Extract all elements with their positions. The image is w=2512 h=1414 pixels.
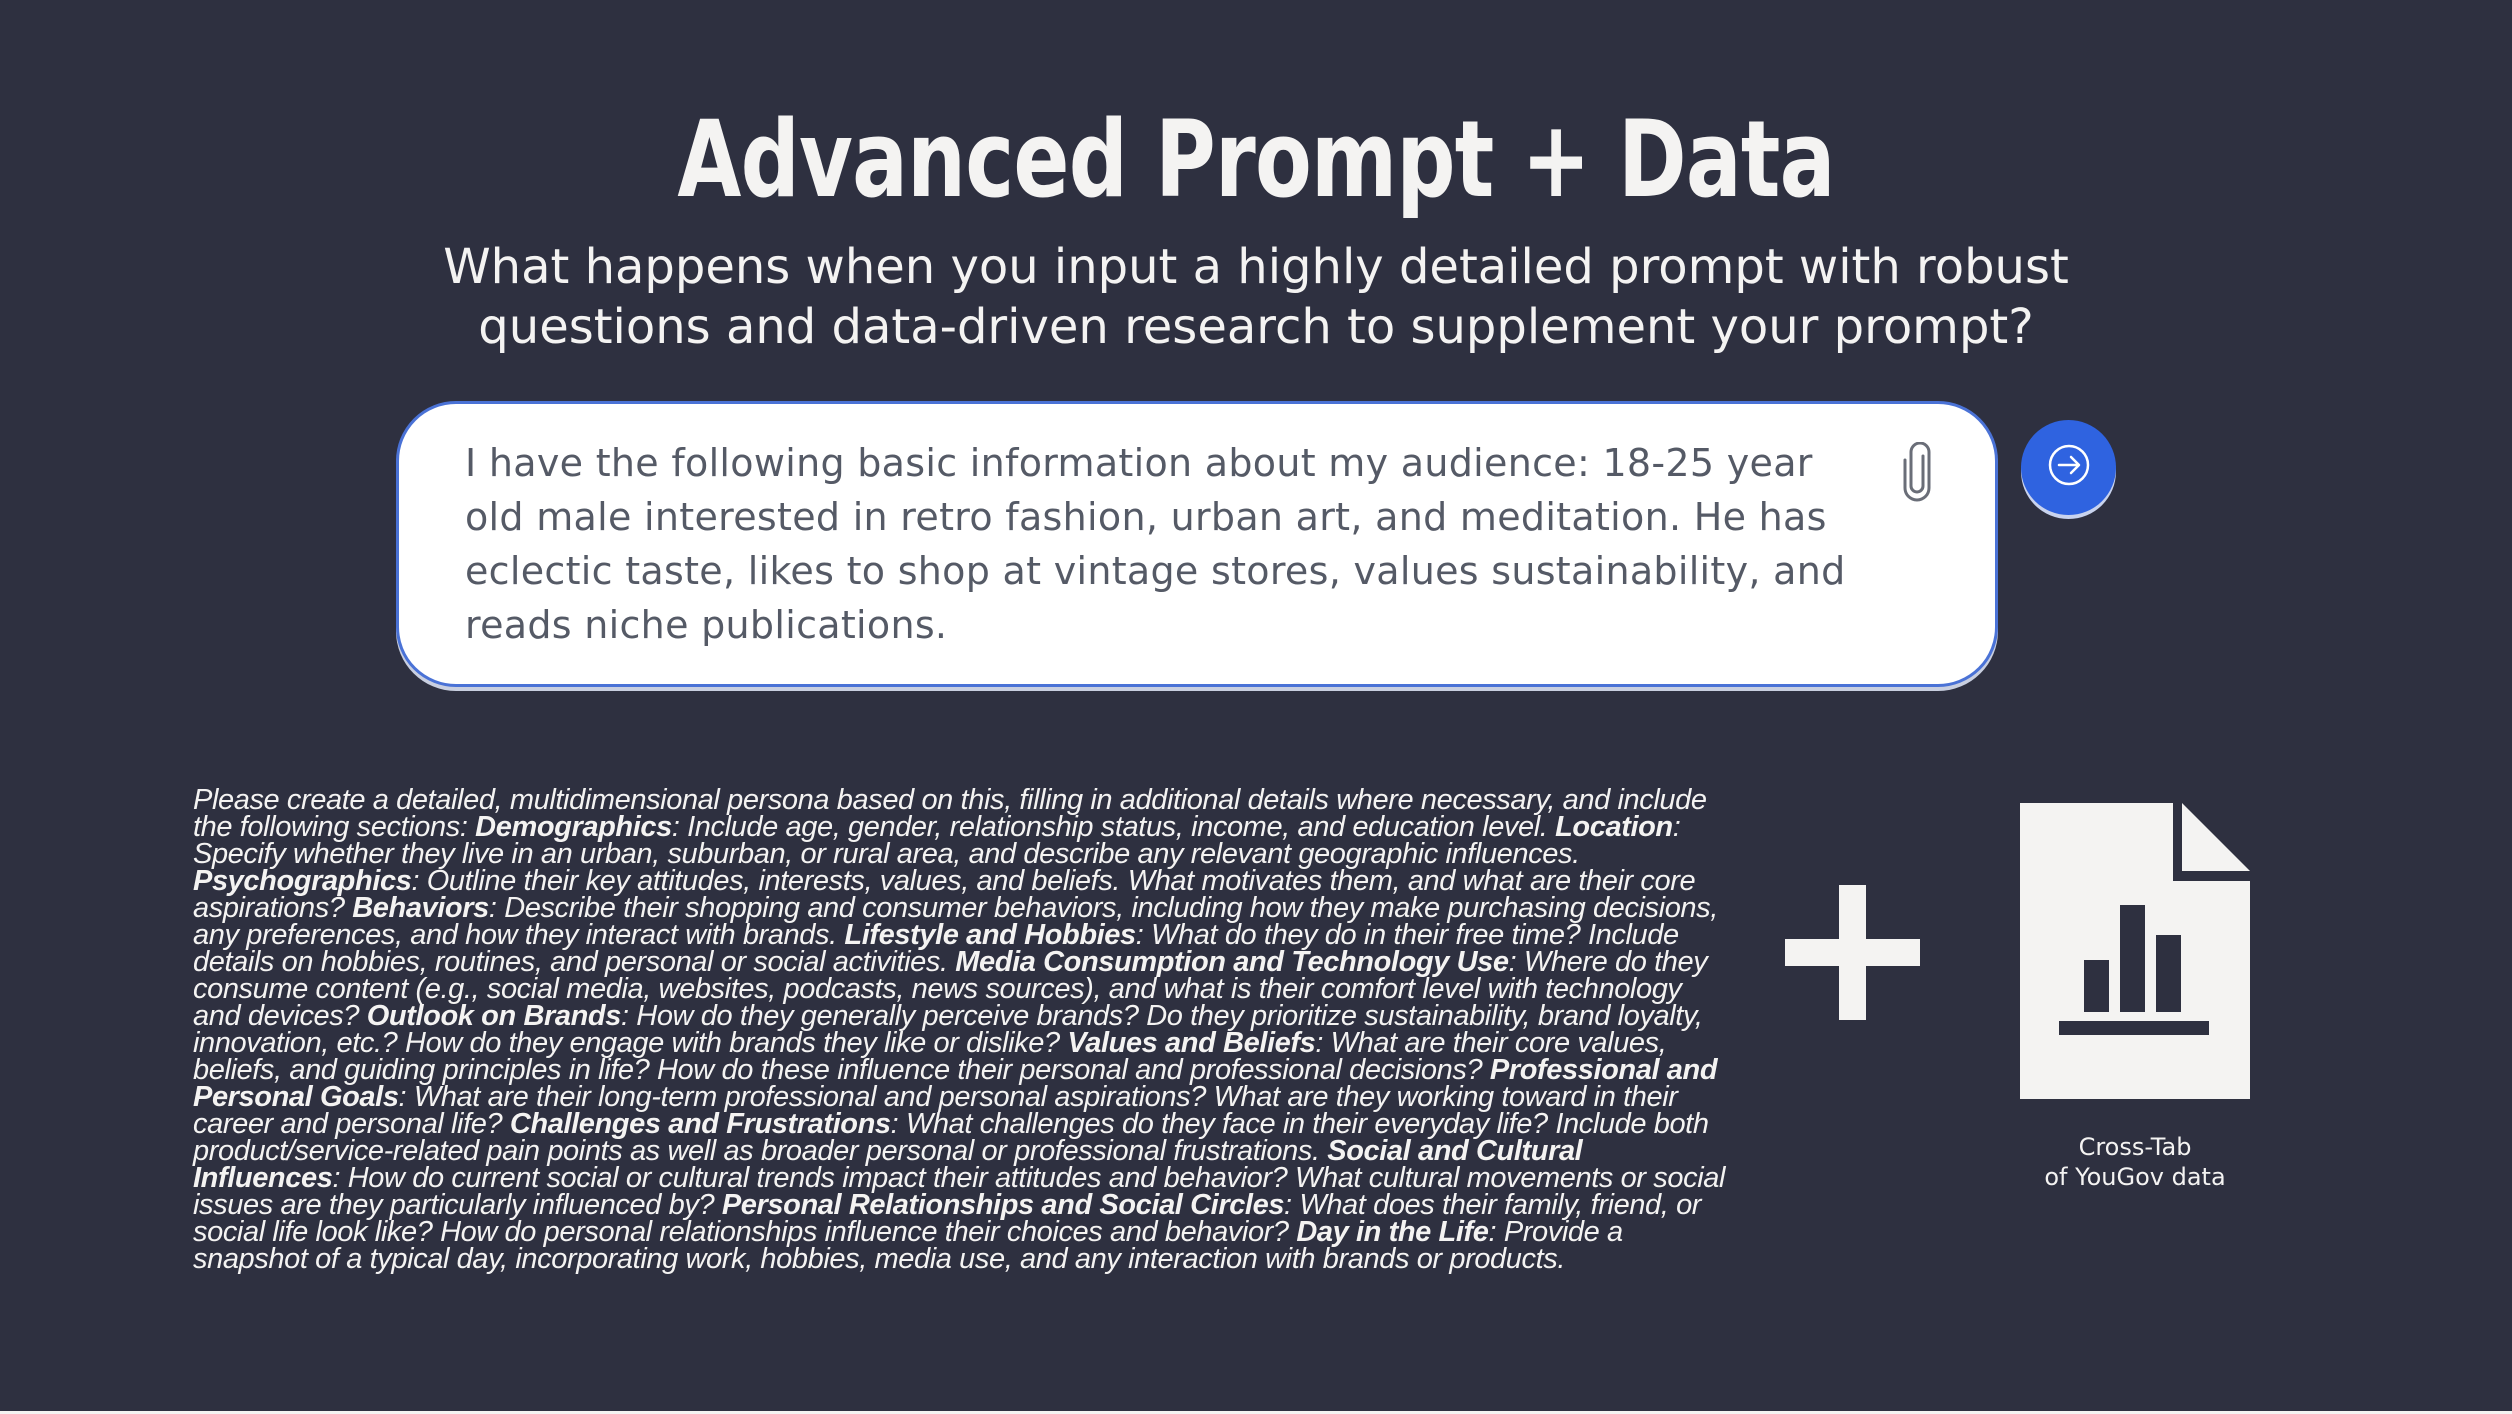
document-caption-line1: Cross-Tab <box>2078 1133 2192 1161</box>
prompt-input-box[interactable] <box>396 401 1998 687</box>
section-text: : Include age, gender, relationship status, income, and education level. <box>671 811 1556 843</box>
section-heading: Outlook on Brands <box>366 1000 621 1032</box>
section-heading: Values and Beliefs <box>1067 1027 1316 1059</box>
section-text: : Outline their key attitudes, interests, values, and beliefs. What motivates them, and what are their core aspirations? <box>193 865 1696 924</box>
section-heading: Professional and Personal Goals <box>193 1054 1718 1113</box>
section-text: : What does their family, friend, or social life look like? How do personal relationships influence their choices and behavior? <box>193 1189 1702 1248</box>
section-text: : How do current social or cultural trends impact their attitudes and behavior? What cultural movements or social issues are they particularly influenced by? <box>193 1162 1726 1221</box>
section-text: : Describe their shopping and consumer behaviors, including how they make purchasing decisions, any preferences, and how they interact with brands. <box>193 892 1718 951</box>
prompt-input-text[interactable]: I have the following basic information about my audience: 18-25 year old male interested in retro fashion, urban art, and meditation. He has eclectic taste, likes to shop at vintage stores, values sustainability, and reads niche publications. <box>465 441 1846 647</box>
section-heading: Behaviors <box>352 892 489 924</box>
section-text: : Provide a snapshot of a typical day, incorporating work, hobbies, media use, and any interaction with brands or products. <box>193 1216 1623 1275</box>
section-heading: Demographics <box>475 811 672 843</box>
page-title: Advanced Prompt + Data <box>677 98 1835 221</box>
paperclip-icon[interactable] <box>1899 442 1935 502</box>
section-text: : What challenges do they face in their everyday life? Include both product/service-related pain points as well as broader personal or professional frustrations. <box>193 1108 1709 1167</box>
section-text: : Where do they consume content (e.g., social media, websites, podcasts, news sources), and what is their comfort level with technology and devices? <box>193 946 1708 1032</box>
section-text: : Specify whether they live in an urban, suburban, or rural area, and describe any relevant geographic influences. <box>193 811 1681 870</box>
document-caption-line2: of YouGov data <box>2044 1163 2226 1191</box>
section-text: : What do they do in their free time? Include details on hobbies, routines, and personal or social activities. <box>193 919 1679 978</box>
section-heading: Location <box>1555 811 1673 843</box>
page-subtitle: What happens when you input a highly detailed prompt with robust questions and data-driven research to supplement your prompt? <box>443 239 2069 355</box>
section-heading: Media Consumption and Technology Use <box>955 946 1509 978</box>
section-heading: Day in the Life <box>1296 1216 1489 1248</box>
section-heading: Psychographics <box>193 865 412 897</box>
section-heading: Challenges and Frustrations <box>509 1108 891 1140</box>
section-heading: Lifestyle and Hobbies <box>844 919 1136 951</box>
persona-instructions <box>193 784 1733 1275</box>
section-text: Please create a detailed, multidimensional persona based on this, filling in additional details where necessary, and include the following sections: <box>193 784 1707 843</box>
section-text: : What are their long-term professional and personal aspirations? What are they working toward in their career and personal life? <box>193 1081 1678 1140</box>
send-button[interactable] <box>2021 420 2116 515</box>
section-text: : What are their core values, beliefs, and guiding principles in life? How do these influence their personal and professional decisions? <box>193 1027 1667 1086</box>
plus-icon <box>1785 885 1920 1020</box>
arrow-right-icon <box>2047 443 2091 492</box>
section-heading: Personal Relationships and Social Circles <box>721 1189 1285 1221</box>
section-text: : How do they generally perceive brands? Do they prioritize sustainability, brand loyalty, innovation, etc.? How do they engage with brands they like or dislike? <box>193 1000 1703 1059</box>
chart-document-icon <box>2020 803 2250 1099</box>
document-caption <box>1980 1132 2290 1192</box>
section-heading: Social and Cultural Influences <box>193 1135 1583 1194</box>
